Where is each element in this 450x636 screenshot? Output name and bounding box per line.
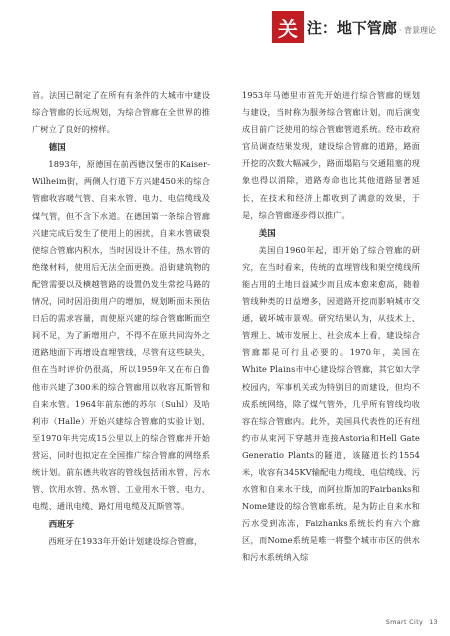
header-title-text: 注：地下管廊: [306, 18, 397, 37]
header-subtitle: · 背景理论: [398, 25, 436, 35]
header-accent-box: 关: [272, 11, 304, 43]
header-title: [307, 17, 436, 38]
page-header: [272, 10, 436, 44]
paragraph-france-end: 首。法国已制定了在所有有条件的大城市中建设综合管廊的长远规划，为综合管廊在全世界的推广树立了良好的榜样。: [32, 90, 210, 135]
paragraph-spain-start: 西班牙在1933年开始计划建设综合管廊，: [48, 536, 203, 547]
heading-germany: 德国: [48, 142, 66, 153]
magazine-name: Smart City: [385, 618, 424, 626]
page-footer: [386, 618, 438, 626]
right-column: [242, 87, 420, 567]
paragraph-germany: 1893年，原德国在前西德汉堡市的Kaiser-Wilheim街，两侧人行道下方兴建450米的综合管廊收容暖气管、自来水管、电力、电信缆线及煤气管，但不含下水道。在德国第一条综合管廊兴建完成后发生了使用上的困扰，自来水管破裂使综合管廊内积水，当时因设计不佳，热水管的绝缘材料，使用后无法全面更换。沿街建筑物的配管需要以及横越管路的设置仍发生常挖马路的情况，同时因沿街用户的增加，规划断面未预估日后的需求容量，而使原兴建的综合管廊断面空间不足，为了新增用户，不得不在原共同沟外之道路地面下再增设直埋管线，尽管有这些缺失，但在当时评价仍很高，所以1959年又在布白鲁他市兴建了300米的综合管廊用以收容瓦斯管和自来水管。1964年前东德的苏尔（Suhl）及哈利市（Halle）开始兴建综合管廊的实验计划，至1970年共完成15公里以上的综合管廊并开始营运，同时也拟定在全国推广综合管廊的网络系统计划。前东德共收容的管线包括雨水管、污水管、饮用水管、热水管、工业用水干管、电力、电缆、通讯电缆、路灯用电缆及瓦斯管等。: [32, 159, 210, 512]
page-number: 13: [429, 618, 438, 626]
heading-spain: 西班牙: [48, 519, 75, 530]
paragraph-usa: 美国自1960年起，即开始了综合管廊的研究，在当时看来，传统的直埋管线和架空缆线所能占用的土地日益减少而且成本愈来愈高，随着管线种类的日益增多，因道路开挖而影响城市交通，破坏城市景观。研究结果认为，从技术上、管理上、城市发展上、社会成本上看，建设综合管廊都是可行且必要的。1970年，美国在White Plains市中心建设综合管廊，其它如大学校园内，军事机关或为特别目的而建设，但均不成系统网络，除了煤气管外，几乎所有管线均收容在综合管廊内。此外，美国具代表性的还有纽约市从束河下穿越并连接Astoria和Hell Gate Generatio Plants的隧道，该隧道长约1554米，收容有345KV输配电力缆线、电信缆线、污水管和自来水干线，而阿拉斯加的Fairbanks和Nome建设的综合管廊系统，是为防止自来水和污水受到冻冻，Faizhanks系统长约有六个廊区，而Nome系统是唯一将整个城市市区的供水和污水系统纳入综: [242, 244, 420, 563]
paragraph-spain-cont: 1953年马德里市首先开始进行综合管廊的规划与建设，当时称为服务综合管廊计划，而后演变成目前广泛使用的综合管廊管道系统。经市政府官员调查结果发现，建设综合管廊的道路，路面开挖的次数大幅减少，路面塌陷与交通阻塞的现象也得以消除，道路寿命也比其他道路显著延长，在技术和经济上都收到了满意的效果，于是，综合管廊逐步得以推广。: [242, 90, 420, 220]
heading-usa: 美国: [258, 227, 276, 238]
left-column: [32, 87, 210, 550]
